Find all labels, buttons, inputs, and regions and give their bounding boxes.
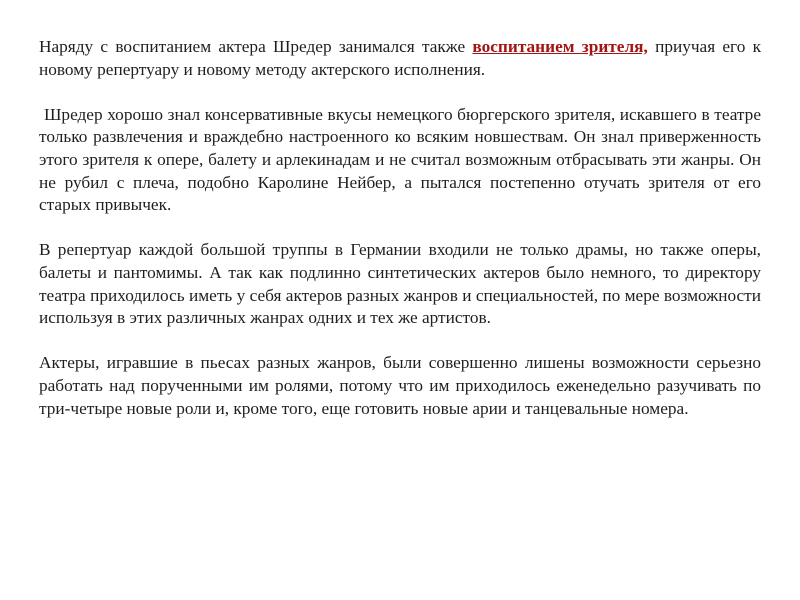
slide-text-body [39, 36, 761, 443]
paragraph-actors-workload: Актеры, игравшие в пьесах разных жанров, были совершенно лишены возможности серьезно работать над порученными им ролями, потому что им приходилось еженедельно разучивать по три-четыре новые роли и, кроме того, еще готовить новые арии и танцевальные номера. [39, 353, 761, 418]
paragraph-upbringing-of-viewer [39, 36, 761, 81]
paragraph-schroeder-tastes: Шредер хорошо знал консервативные вкусы немецкого бюргерского зрителя, искавшего в театре только развлечения и враждебно настроенного ко всяким новшествам. Он знал приверженность этого зрителя к опере, балету и арлекинадам и не считал возможным отбрасывать эти жанры. Он не рубил с плеча, подобно Каролине Нейбер, а пытался постепенно отучать зрителя от его старых привычек. [39, 104, 761, 215]
emphasized-phrase: воспитанием зрителя, [472, 37, 648, 56]
paragraph-1-lead: Наряду с воспитанием актера Шредер занимался также [39, 37, 473, 56]
paragraph-1-tail: приучая его к новому репертуару и новому методу актерского исполнения. [39, 37, 761, 79]
paragraph-repertoire: В репертуар каждой большой труппы в Германии входили не только драмы, но также оперы, балеты и пантомимы. А так как подлинно синтетических актеров было немного, то директору театра приходилось иметь у себя актеров разных жанров и специальностей, по мере возможности используя в этих различных жанрах одних и тех же артистов. [39, 240, 761, 328]
